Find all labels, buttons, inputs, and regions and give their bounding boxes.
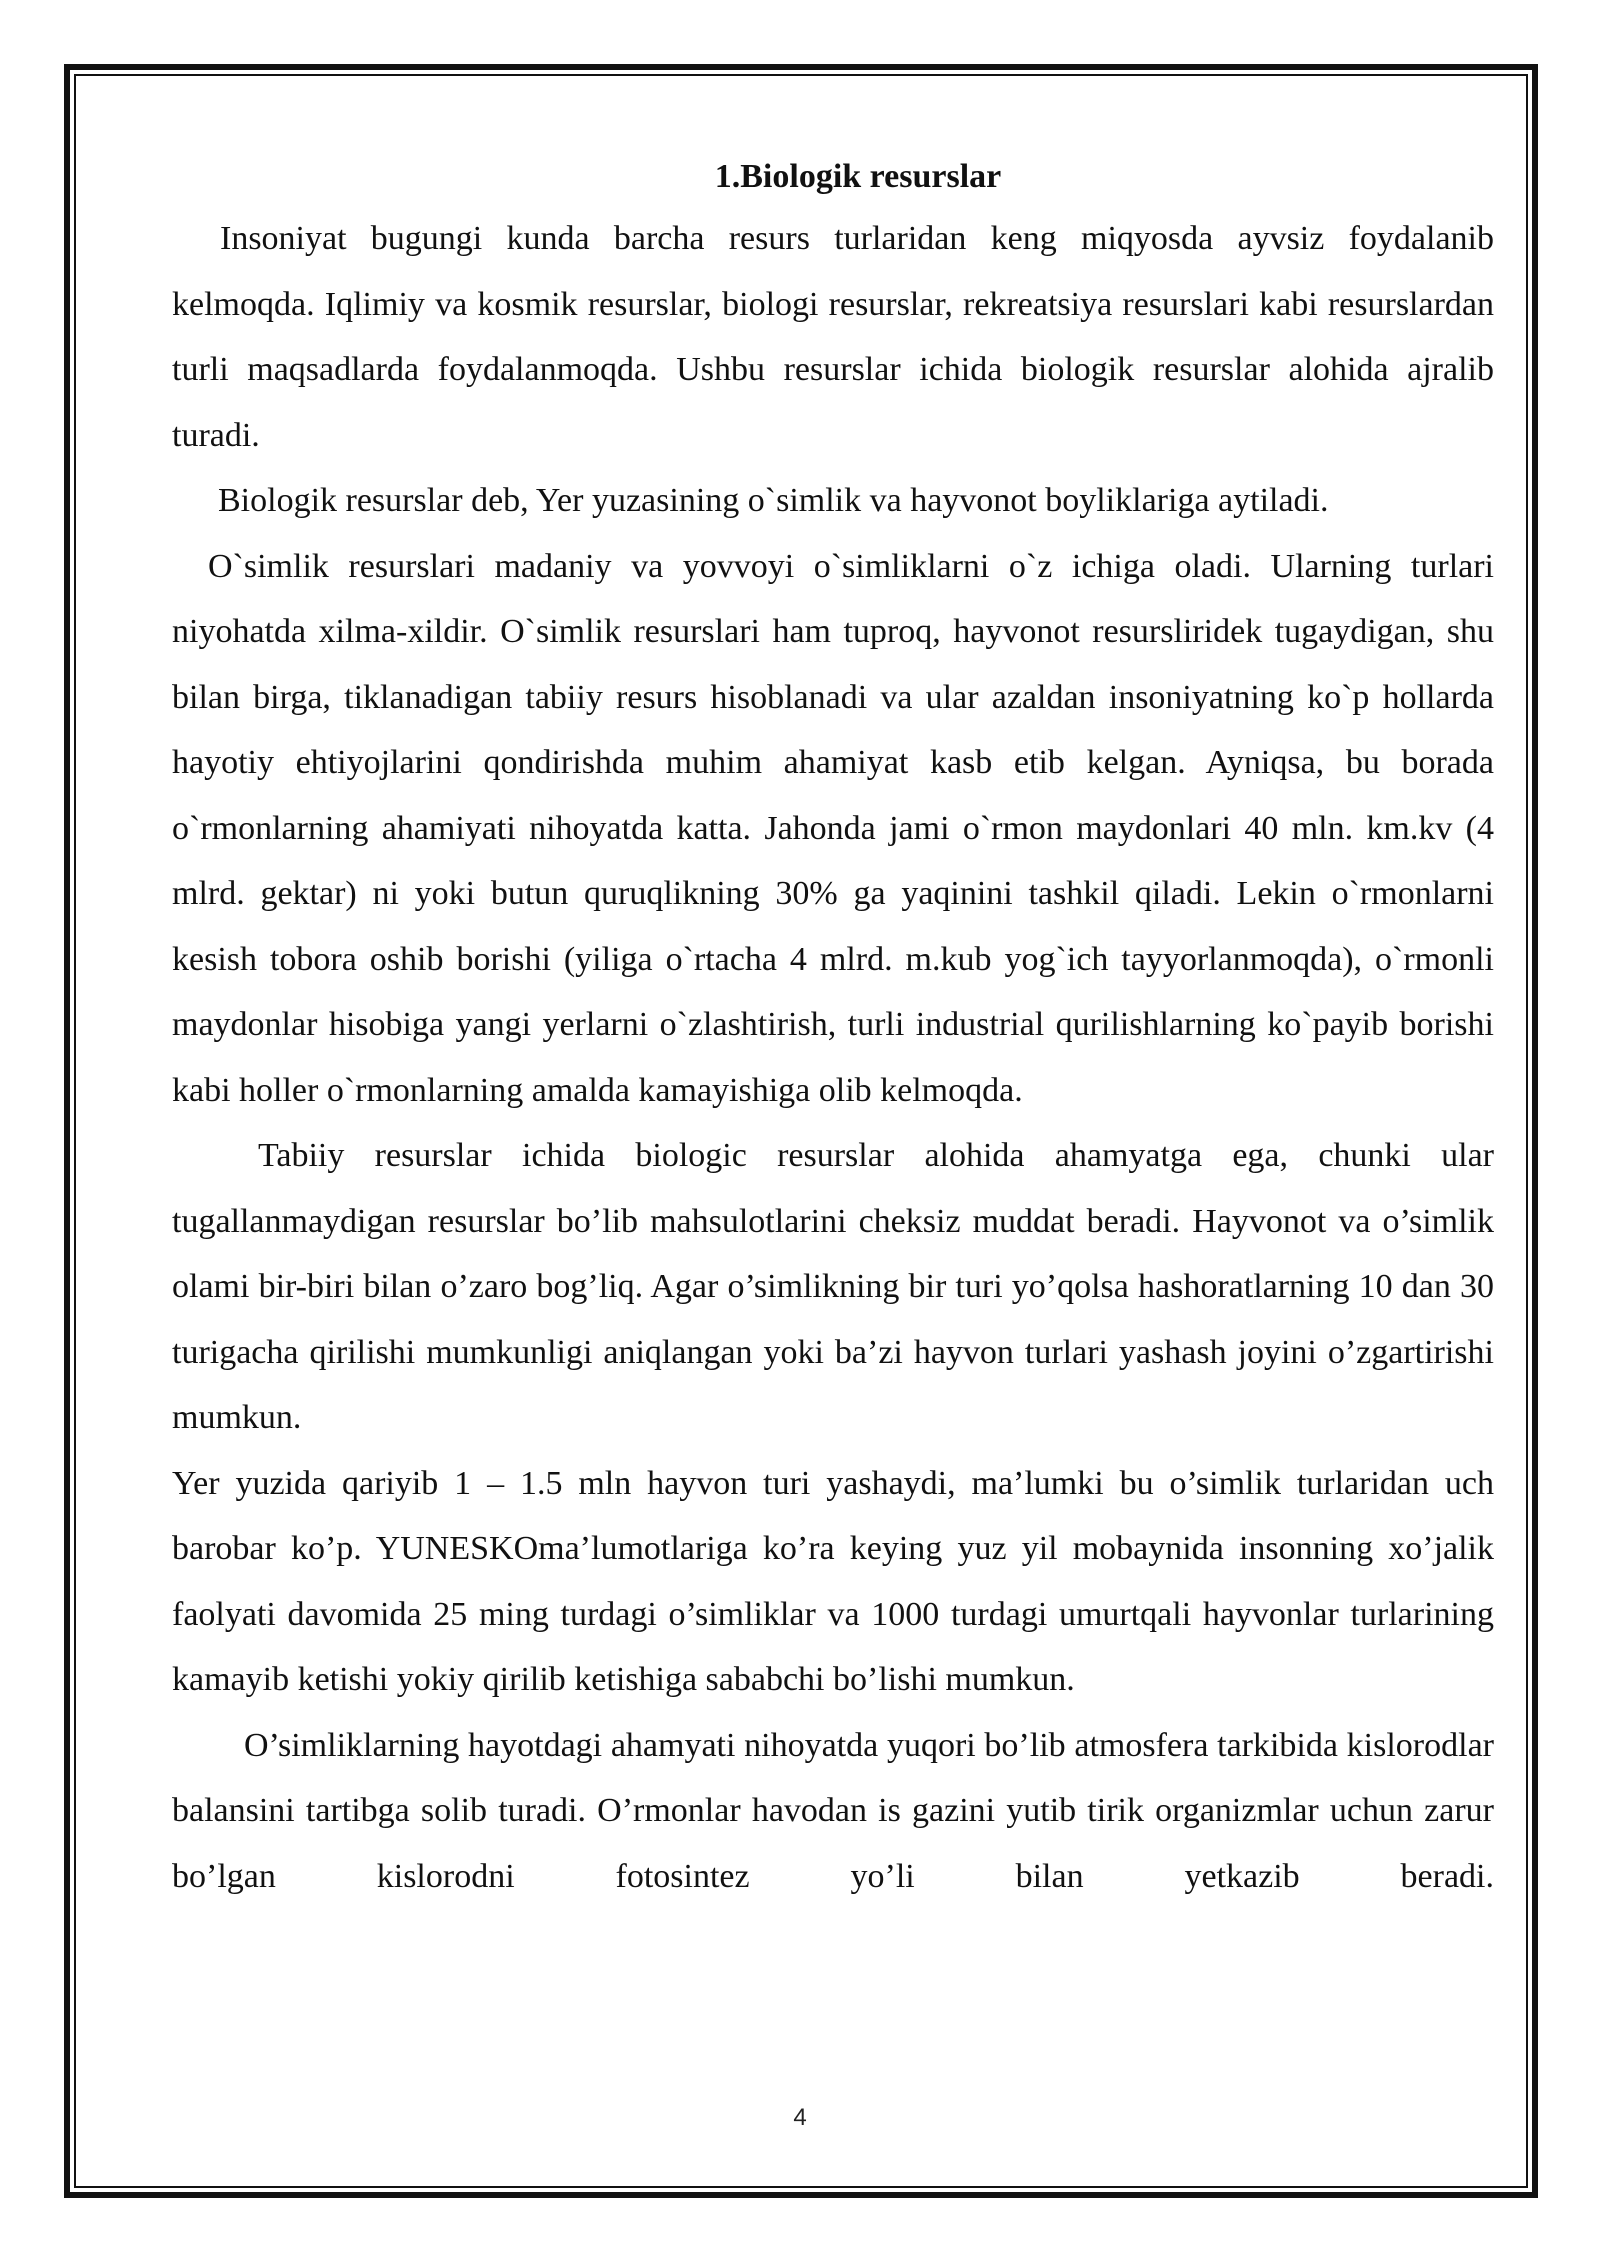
paragraph-biological-importance: Tabiiy resurslar ichida biologic resurslar alohida ahamyatga ega, chunki ular tugallanmaydigan resurslar bo’lib mahsulotlarini cheksiz muddat beradi. Hayvonot va o’simlik olami bir-biri bilan o’zaro bog’liq. Agar o’simlikning bir turi yo’qolsa hashoratlarning 10 dan 30 turigacha qirilishi mumkunligi aniqlangan yoki ba’zi hayvon turlari yashash joyini o’zgartirishi mumkun. [172, 1137, 1494, 1436]
page-content [172, 148, 1494, 1909]
paragraph-intro: Insoniyat bugungi kunda barcha resurs turlaridan keng miqyosda ayvsiz foydalanib kelmoqda. Iqlimiy va kosmik resurslar, biologi resurslar, rekreatsiya resurslari kabi resurslardan turli maqsadlarda foydalanmoqda. Ushbu resurslar ichida biologik resurslar alohida ajralib turadi. [172, 220, 1494, 454]
paragraph-definition: Biologik resurslar deb, Yer yuzasining o`simlik va hayvonot boyliklariga aytiladi. [218, 482, 1329, 519]
paragraph-plants-oxygen: O’simliklarning hayotdagi ahamyati nihoyatda yuqori bo’lib atmosfera tarkibida kislorodlar balansini tartibga solib turadi. O’rmonlar havodan is gazini yutib tirik organizmlar uchun zarur bo’lgan kislorodni fotosintez yo’li bilan yetkazib beradi. [172, 1726, 1494, 1895]
paragraph-animal-species: Yer yuzida qariyib 1 – 1.5 mln hayvon turi yashaydi, ma’lumki bu o’simlik turlaridan uch barobar ko’p. YUNESKOma’lumotlariga ko’ra keying yuz yil mobaynida insonning xo’jalik faolyati davomida 25 ming turdagi o’simliklar va 1000 turdagi umurtqali hayvonlar turlarining kamayib ketishi yokiy qirilib ketishiga sababchi bo’lishi mumkun. [172, 1464, 1494, 1698]
page-number: 4 [793, 2104, 807, 2131]
section-heading: 1.Biologik resurslar [714, 158, 1002, 195]
paragraph-plant-resources: O`simlik resurslari madaniy va yovvoyi o`simliklarni o`z ichiga oladi. Ularning turlari niyohatda xilma-xildir. O`simlik resurslari ham tuproq, hayvonot resursliridek tugaydigan, shu bilan birga, tiklanadigan tabiiy resurs hisoblanadi va ular azaldan insoniyatning ko`p hollarda hayotiy ehtiyojlarini qondirishda muhim ahamiyat kasb etib kelgan. Ayniqsa, bu borada o`rmonlarning ahamiyati nihoyatda katta. Jahonda jami o`rmon maydonlari 40 mln. km.kv (4 mlrd. gektar) ni yoki butun quruqlikning 30% ga yaqinini tashkil qiladi. Lekin o`rmonlarni kesish tobora oshib borishi (yiliga o`rtacha 4 mlrd. m.kub yog`ich tayyorlanmoqda), o`rmonli maydonlar hisobiga yangi yerlarni o`zlashtirish, turli industrial qurilishlarning ko`payib borishi kabi holler o`rmonlarning amalda kamayishiga olib kelmoqda. [172, 547, 1494, 1109]
